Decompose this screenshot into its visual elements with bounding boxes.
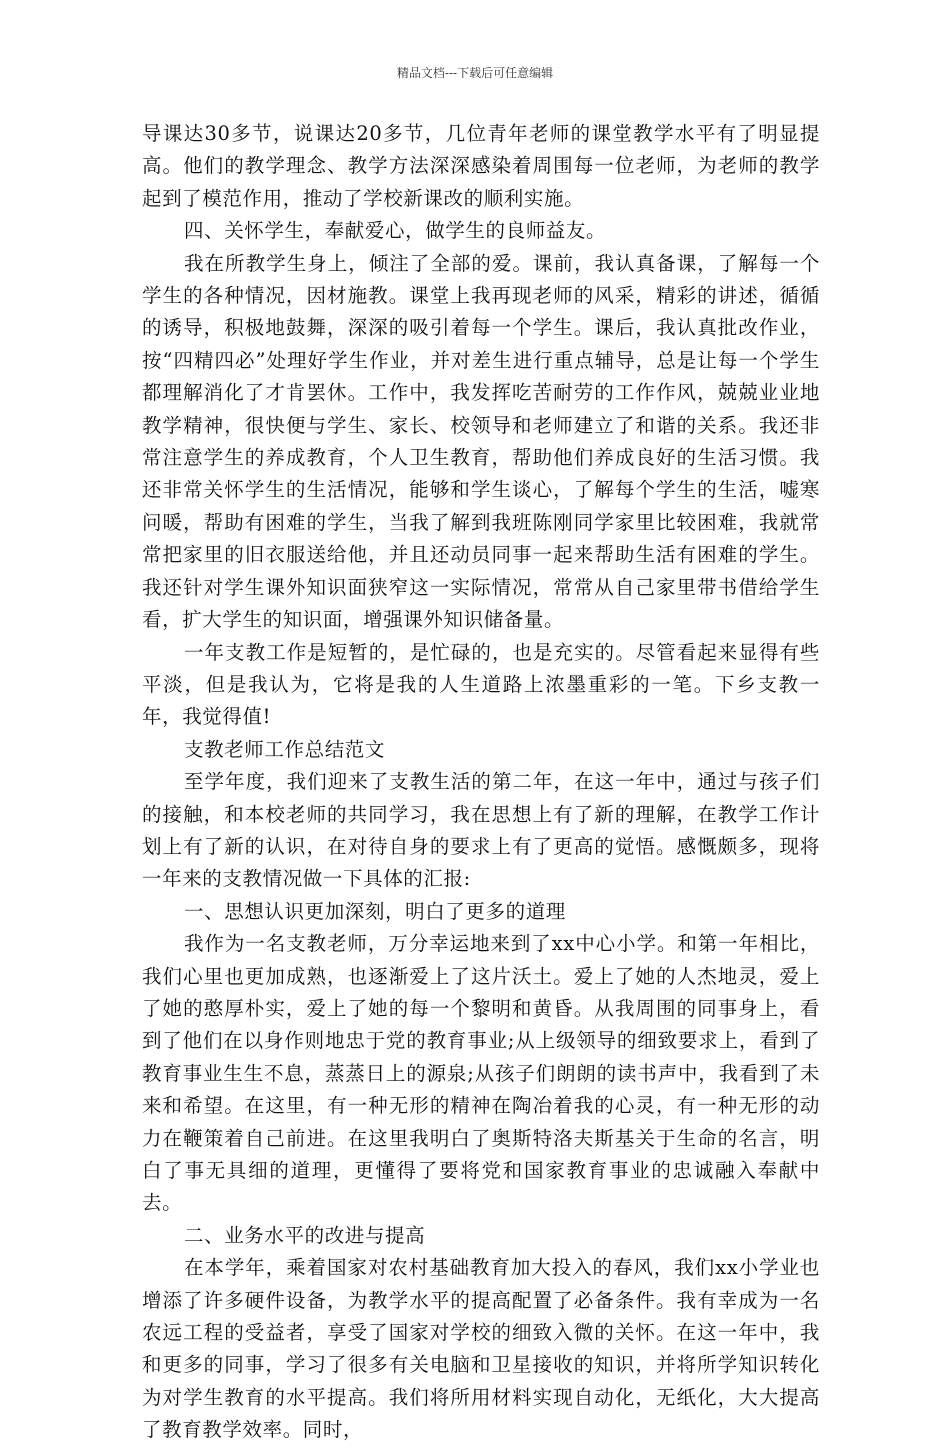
paragraph: 我在所教学生身上，倾注了全部的爱。课前，我认真备课，了解每一个学生的各种情况，因材施教。课堂上我再现老师的风采，精彩的讲述，循循的诱导，积极地鼓舞，深深的吸引着每一个学生。课后，我认真批改作业，按“四精四必”处理好学生作业，并对差生进行重点辅导，总是让每一个学生都理解消化了才肯罢休。工作中，我发挥吃苦耐劳的工作作风，兢兢业业地教学精神，很快便与学生、家长、校领导和老师建立了和谐的关系。我还非常注意学生的养成教育，个人卫生教育，帮助他们养成良好的生活习惯。我还非常关怀学生的生活情况，能够和学生谈心，了解每个学生的生活，嘘寒问暖，帮助有困难的学生，当我了解到我班陈刚同学家里比较困难，我就常常把家里的旧衣服送给他，并且还动员同事一起来帮助生活有困难的学生。我还针对学生课外知识面狭窄这一实际情况，常常从自己家里带书借给学生看，扩大学生的知识面，增强课外知识储备量。	[142, 251, 820, 632]
section-heading: 二、业务水平的改进与提高	[184, 1223, 426, 1247]
paragraph: 一年支教工作是短暂的，是忙碌的，也是充实的。尽管看起来显得有些平淡，但是我认为，它将是我的人生道路上浓墨重彩的一笔。下乡支教一年，我觉得值!	[142, 640, 820, 729]
page-header: 精品文档---下载后可任意编辑	[396, 66, 554, 80]
paragraph: 至学年度，我们迎来了支教生活的第二年，在这一年中，通过与孩子们的接触，和本校老师的共同学习，我在思想上有了新的理解，在教学工作计划上有了新的认识，在对待自身的要求上有了更高的觉悟。感慨颇多，现将一年来的支教情况做一下具体的汇报:	[142, 770, 820, 891]
document-body	[142, 118, 820, 1447]
paragraph: 我作为一名支教老师，万分幸运地来到了xx中心小学。和第一年相比，我们心里也更加成熟，也逐渐爱上了这片沃土。爱上了她的人杰地灵，爱上了她的憨厚朴实，爱上了她的每一个黎明和黄昏。从我周围的同事身上，看到了他们在以身作则地忠于党的教育事业;从上级领导的细致要求上，看到了教育事业生生不息，蒸蒸日上的源泉;从孩子们朗朗的读书声中，我看到了未来和希望。在这里，有一种无形的精神在陶冶着我的心灵，有一种无形的动力在鞭策着自己前进。在这里我明白了奥斯特洛夫斯基关于生命的名言，明白了事无具细的道理，更懂得了要将党和国家教育事业的忠诚融入奉献中去。	[142, 932, 820, 1215]
document-title: 支教老师工作总结范文	[184, 737, 386, 761]
paragraph: 导课达30多节，说课达20多节，几位青年老师的课堂教学水平有了明显提高。他们的教学理念、教学方法深深感染着周围每一位老师，为老师的教学起到了模范作用，推动了学校新课改的顺利实施。	[142, 122, 820, 210]
section-heading: 一、思想认识更加深刻，明白了更多的道理	[184, 899, 566, 923]
section-heading: 四、关怀学生，奉献爱心，做学生的良师益友。	[184, 219, 607, 243]
paragraph: 在本学年，乘着国家对农村基础教育加大投入的春风，我们xx小学业也增添了许多硬件设备，为教学水平的提高配置了必备条件。我有幸成为一名农远工程的受益者，享受了国家对学校的细致入微的关怀。在这一年中，我和更多的同事，学习了很多有关电脑和卫星接收的知识，并将所学知识转化为对学生教育的水平提高。我们将所用材料实现自动化，无纸化，大大提高了教育教学效率。同时，	[142, 1256, 820, 1442]
